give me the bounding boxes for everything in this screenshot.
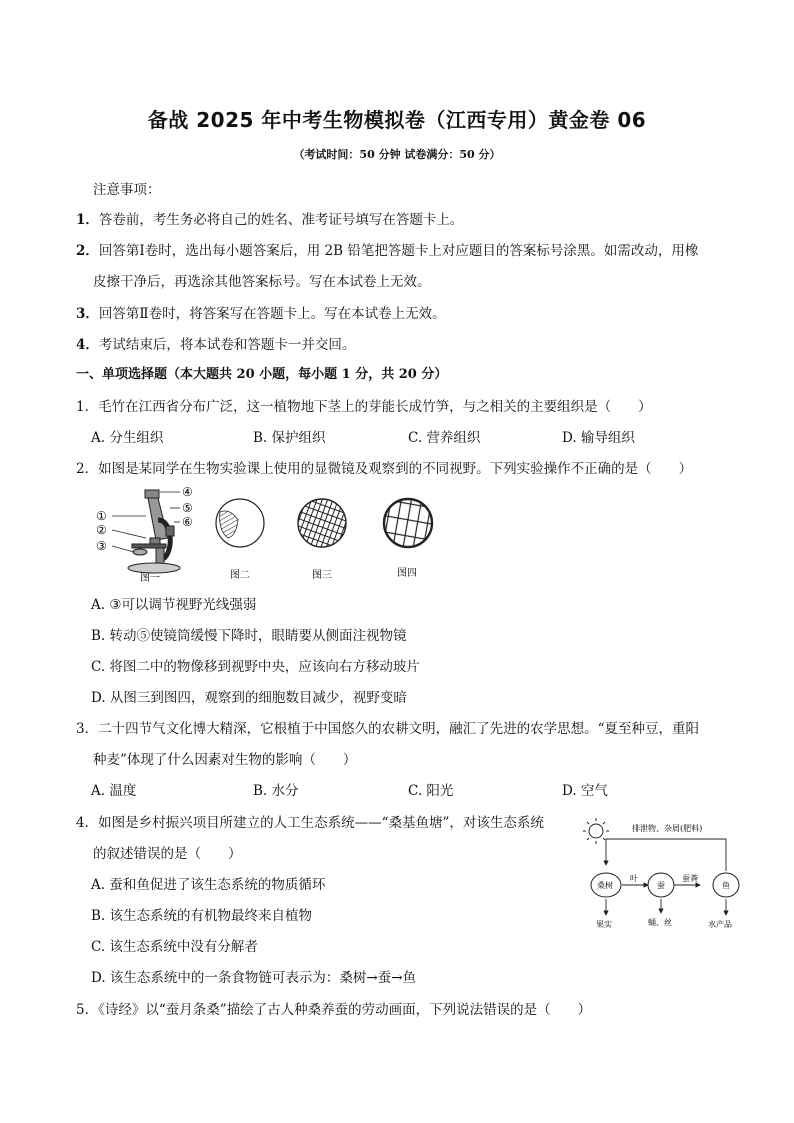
fertilizer-label: 排泄物、杂屑(肥料) xyxy=(632,824,703,833)
q3-option-c: C. 阳光 xyxy=(408,783,454,799)
node-label: 蚕 xyxy=(657,881,665,890)
marker-6: ⑥ xyxy=(182,515,193,529)
marker-2: ② xyxy=(96,523,107,537)
edge-label: 蚕粪 xyxy=(682,874,698,883)
q1-option-d: D. 输导组织 xyxy=(562,430,635,446)
edge-label: 叶 xyxy=(630,874,638,883)
q2-option-c: C. 将图二中的物像移到视野中央，应该向右方移动玻片 xyxy=(91,659,420,675)
output-label: 水产品 xyxy=(708,920,732,929)
q3-option-d: D. 空气 xyxy=(562,783,608,799)
q2-option-d: D. 从图三到图四，观察到的细胞数目减少，视野变暗 xyxy=(91,690,407,706)
view-circle-4 xyxy=(384,499,432,547)
notice-text: 皮擦干净后，再选涂其他答案标号。写在本试卷上无效。 xyxy=(93,274,431,290)
node-label: 桑树 xyxy=(597,881,613,890)
q1-option-a: A. 分生组织 xyxy=(91,430,164,446)
q4-option-c: C. 该生态系统中没有分解者 xyxy=(91,939,258,955)
q1-option-b: B. 保护组织 xyxy=(253,430,326,446)
output-label: 蛹、丝 xyxy=(648,918,672,927)
marker-5: ⑤ xyxy=(182,501,193,515)
view-circle-2 xyxy=(216,499,264,547)
microscope-drawing xyxy=(128,490,180,573)
q1-option-c: C. 营养组织 xyxy=(408,430,481,446)
notice-num: 4． xyxy=(76,337,99,353)
q2-option-b: B. 转动⑤使镜筒缓慢下降时，眼睛要从侧面注视物镜 xyxy=(91,628,407,644)
ecosystem-diagram xyxy=(578,815,756,935)
output-label: 果实 xyxy=(596,920,612,929)
marker-1: ① xyxy=(96,509,107,523)
section-heading: 一、单项选择题（本大题共 20 小题，每小题 1 分，共 20 分） xyxy=(76,367,448,382)
microscope-figure xyxy=(90,480,450,585)
notice-text: 回答第Ⅰ卷时，选出每小题答案后，用 2B 铅笔把答题卡上对应题目的答案标号涂黑。如需改动，用橡 xyxy=(98,243,699,259)
node-label: 鱼 xyxy=(722,881,730,890)
question-4-stem: 4．如图是乡村振兴项目所建立的人工生态系统——“桑基鱼塘”，对该生态系统 xyxy=(76,815,544,831)
notice-text: 考试结束后，将本试卷和答题卡一并交回。 xyxy=(98,337,356,353)
figure-label: 图一 xyxy=(140,573,160,584)
sun-icon xyxy=(583,818,609,844)
notice-text: 答卷前，考生务必将自己的姓名、准考证号填写在答题卡上。 xyxy=(98,212,464,228)
question-1-stem: 1．毛竹在江西省分布广泛，这一植物地下茎上的芽能长成竹笋，与之相关的主要组织是（ ） xyxy=(76,399,652,415)
question-3-stem-cont: 种麦”体现了什么因素对生物的影响（ ） xyxy=(93,752,357,768)
notice-item xyxy=(76,208,463,228)
question-2-stem: 2．如图是某同学在生物实验课上使用的显微镜及观察到的不同视野。下列实验操作不正确的是（ ） xyxy=(76,461,693,477)
notice-heading: 注意事项： xyxy=(93,182,161,198)
view-circle-3 xyxy=(298,499,346,547)
q4-option-a: A. 蚕和鱼促进了该生态系统的物质循环 xyxy=(91,877,326,893)
figure-label: 图二 xyxy=(230,570,250,581)
q3-option-b: B. 水分 xyxy=(253,783,299,799)
notice-item xyxy=(76,333,355,353)
figure-label: 图四 xyxy=(397,568,417,579)
question-3-stem: 3．二十四节气文化博大精深，它根植于中国悠久的农耕文明，融汇了先进的农学思想。“夏至种豆，重阳 xyxy=(76,721,699,737)
notice-num: 3． xyxy=(76,306,99,322)
question-5-stem: 5．《诗经》以“蚕月条桑”描绘了古人种桑养蚕的劳动画面，下列说法错误的是（ ） xyxy=(76,1002,592,1018)
notice-num: 1． xyxy=(76,212,99,228)
q4-option-b: B. 该生态系统的有机物最终来自植物 xyxy=(91,908,313,924)
page-title: 备战 2025 年中考生物模拟卷（江西专用）黄金卷 06 xyxy=(147,108,647,132)
q4-option-d: D. 该生态系统中的一条食物链可表示为：桑树→蚕→鱼 xyxy=(91,970,417,986)
question-4-stem-cont: 的叙述错误的是（ ） xyxy=(93,846,242,862)
marker-3: ③ xyxy=(96,539,107,553)
marker-4: ④ xyxy=(182,485,193,499)
notice-item xyxy=(76,239,698,259)
notice-text: 回答第Ⅱ卷时，将答案写在答题卡上。写在本试卷上无效。 xyxy=(98,306,446,322)
notice-item xyxy=(76,302,446,322)
q3-option-a: A. 温度 xyxy=(91,783,137,799)
notice-num: 2． xyxy=(76,243,99,259)
figure-label: 图三 xyxy=(312,570,332,581)
q2-option-a: A. ③可以调节视野光线强弱 xyxy=(91,597,257,613)
page-subtitle: （考试时间：50 分钟 试卷满分：50 分） xyxy=(293,148,501,161)
